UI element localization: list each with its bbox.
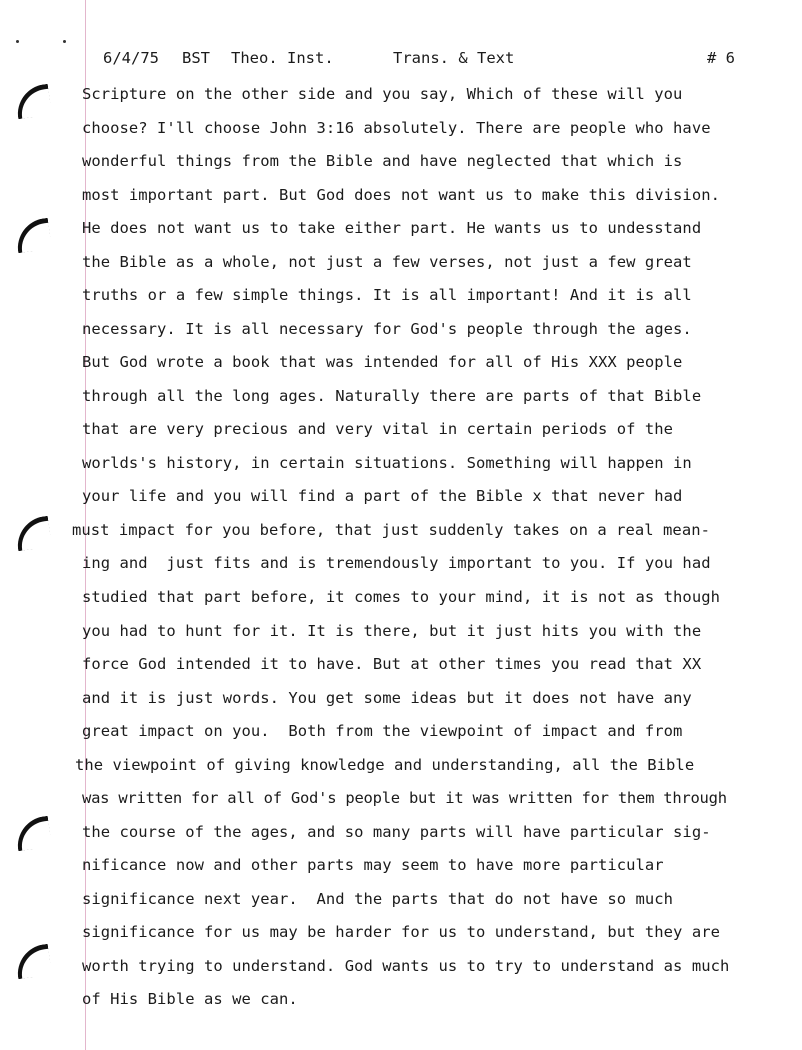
punch-hole-mark [14, 218, 52, 253]
text-line: you had to hunt for it. It is there, but it just hits you with the [82, 622, 702, 640]
scan-speck [16, 40, 19, 43]
header-kind: Trans. & Text [393, 49, 515, 67]
text-line: worth trying to understand. God wants us to try to understand as much [82, 957, 730, 975]
text-line: your life and you will find a part of the Bible x that never had [82, 487, 683, 505]
text-line: force God intended it to have. But at other times you read that XX [82, 655, 702, 673]
text-line: great impact on you. Both from the viewpoint of impact and from [82, 722, 683, 740]
text-line: necessary. It is all necessary for God's people through the ages. [82, 320, 692, 338]
text-line: worlds's history, in certain situations. Something will happen in [82, 454, 692, 472]
text-line: studied that part before, it comes to your mind, it is not as though [82, 588, 720, 606]
text-line: choose? I'll choose John 3:16 absolutely. There are people who have [82, 119, 711, 137]
text-line: the Bible as a whole, not just a few verses, not just a few great [82, 253, 692, 271]
text-line: significance for us may be harder for us to understand, but they are [82, 923, 720, 941]
page-header [0, 47, 802, 69]
text-line: nificance now and other parts may seem to have more particular [82, 856, 664, 874]
text-line: of His Bible as we can. [82, 990, 298, 1008]
text-line: significance next year. And the parts that do not have so much [82, 890, 674, 908]
text-line: But God wrote a book that was intended for all of His XXX people [82, 353, 683, 371]
punch-hole-mark [14, 944, 52, 979]
text-line: He does not want us to take either part. He wants us to undesstand [82, 219, 702, 237]
text-line: wonderful things from the Bible and have neglected that which is [82, 152, 683, 170]
text-line: the viewpoint of giving knowledge and understanding, all the Bible [75, 756, 695, 774]
header-date: 6/4/75 [103, 49, 159, 67]
text-line: the course of the ages, and so many parts will have particular sig- [82, 823, 711, 841]
punch-hole-mark [14, 816, 52, 851]
punch-hole-mark [14, 516, 52, 551]
text-line: truths or a few simple things. It is all important! And it is all [82, 286, 692, 304]
header-page-number: # 6 [707, 49, 735, 67]
text-line: and it is just words. You get some ideas but it does not have any [82, 689, 692, 707]
text-line: that are very precious and very vital in certain periods of the [82, 420, 674, 438]
text-line: must impact for you before, that just suddenly takes on a real mean- [72, 521, 710, 539]
text-line: through all the long ages. Naturally there are parts of that Bible [82, 387, 702, 405]
text-line: ing and just fits and is tremendously important to you. If you had [82, 554, 711, 572]
header-code: BST [182, 49, 210, 67]
scan-speck [63, 40, 66, 43]
header-course: Theo. Inst. [231, 49, 334, 67]
text-line: was written for all of God's people but it was written for them through [82, 789, 727, 807]
text-line: most important part. But God does not want us to make this division. [82, 186, 720, 204]
text-line: Scripture on the other side and you say, Which of these will you [82, 85, 683, 103]
